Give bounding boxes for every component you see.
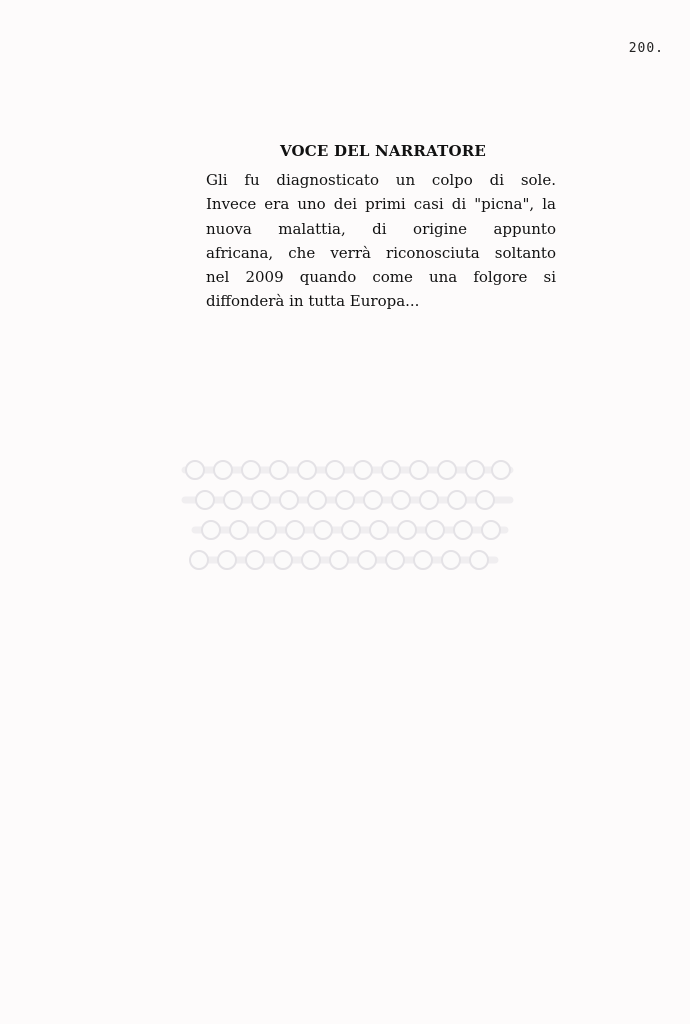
paragraph-line: Gli fu diagnosticato un colpo di sole. bbox=[206, 171, 556, 189]
paragraph-line: nel 2009 quando come una folgore si bbox=[206, 268, 556, 287]
paragraph-line: Invece era uno dei primi casi di "picna", la bbox=[206, 195, 556, 214]
watermark-stamp bbox=[175, 450, 520, 580]
paragraph-line: nuova malattia, di origine appunto bbox=[206, 219, 556, 238]
paragraph-line: diffonderà in tutta Europa... bbox=[206, 292, 420, 311]
section-heading: VOCE DEL NARRATORE bbox=[279, 142, 487, 160]
narration-paragraph bbox=[206, 168, 556, 314]
paragraph-line: africana, che verrà riconosciuta soltanto bbox=[206, 243, 556, 262]
page-number: 200. bbox=[628, 41, 664, 56]
